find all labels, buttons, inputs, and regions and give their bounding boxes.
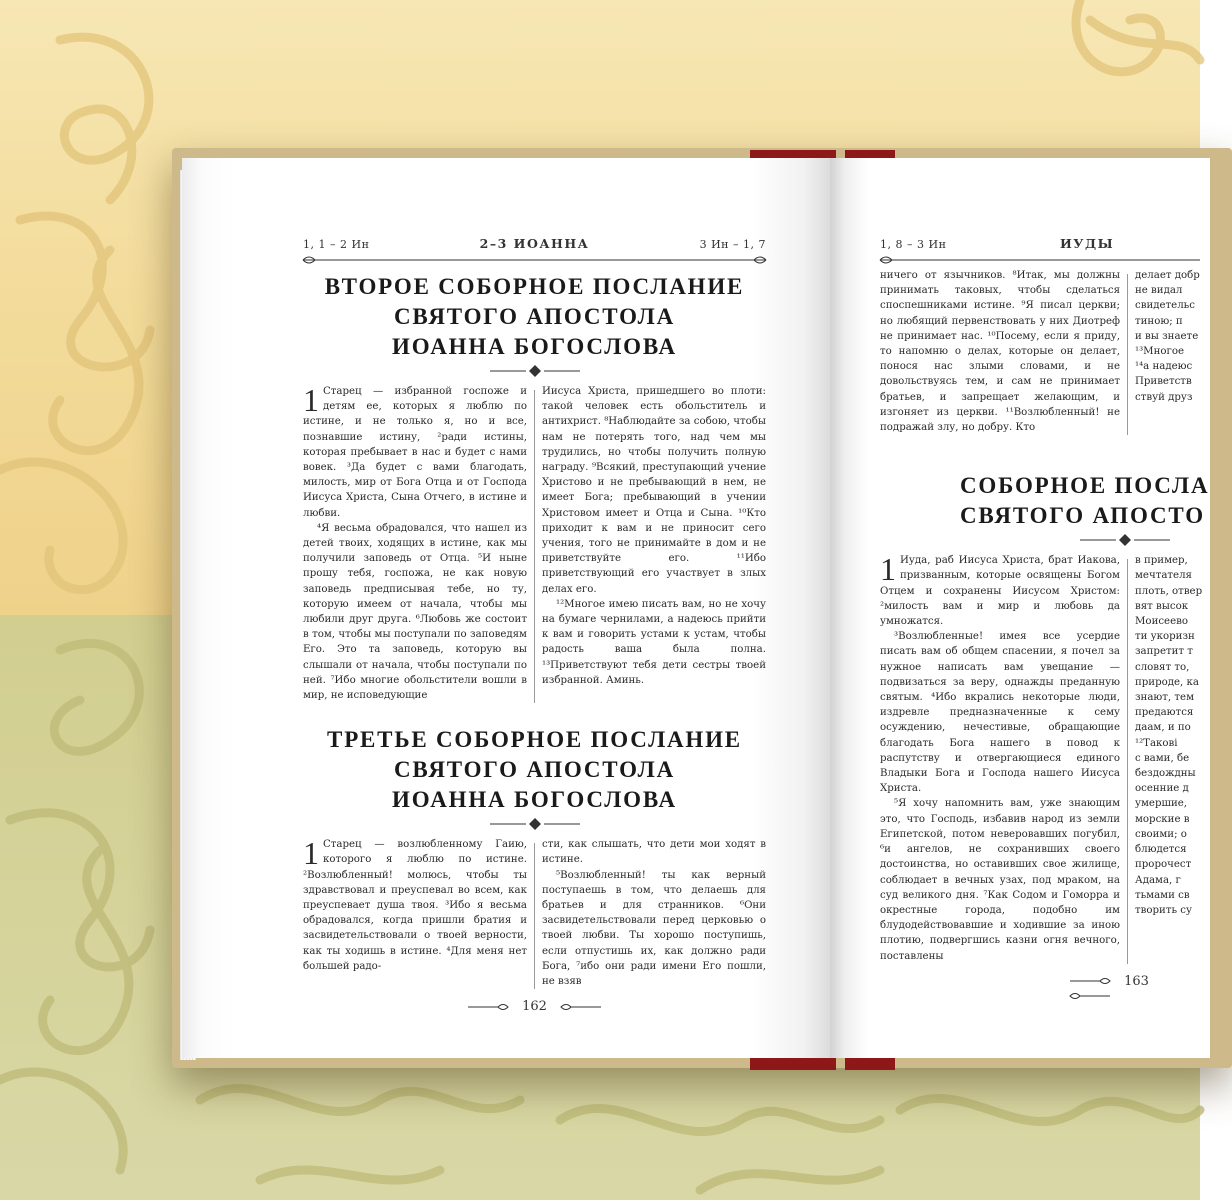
column-divider: [1120, 553, 1135, 963]
running-head-center: ИУДЫ: [1060, 236, 1115, 251]
text-column: [542, 384, 766, 703]
cut-line: ствуй друз: [1135, 391, 1193, 403]
title-line: СВЯТОГО АПОСТОЛА: [393, 304, 676, 329]
cut-line: ¹³Многое: [1135, 346, 1185, 358]
cut-line: тиною; п: [1135, 315, 1183, 327]
text-columns: [303, 384, 766, 703]
cut-line: природе, ка: [1135, 676, 1199, 688]
title-line: ИОАННА БОГОСЛОВА: [392, 787, 677, 813]
running-head: [303, 232, 766, 252]
title-line: СВЯТОГО АПОСТОЛА: [393, 757, 676, 783]
running-head-left: 1, 8 – 3 Ин: [880, 238, 947, 251]
cut-line: мечтателя: [1135, 570, 1192, 582]
title-line: ВТОРОЕ СОБОРНОЕ ПОСЛАНИЕ: [324, 274, 745, 299]
right-page-content: [880, 232, 1220, 1004]
cut-line: ¹²Такові: [1135, 737, 1178, 749]
page-number: [880, 974, 1200, 1004]
cut-line: в пример,: [1135, 555, 1188, 567]
cut-line: ти укоризн: [1135, 631, 1195, 643]
cut-line: тьмами св: [1135, 889, 1190, 901]
title-line: СВЯТОГО АПОСТО: [960, 503, 1205, 529]
cut-line: творить су: [1135, 904, 1192, 916]
cut-line: бездождны: [1135, 768, 1196, 780]
title-ornament: [490, 364, 580, 378]
cut-line: морские в: [1135, 813, 1190, 825]
verse-text: ничего от язычников. ⁸Итак, мы должны принимать таковых, чтобы сделаться споспешниками истине. ⁹Я писал церкви; но любящий первенствовать у них Диотреф не принимает нас. ¹⁰Посему, если я приду, то напомню о делах, которые он делает, понося нас злыми словами, и не довольствуясь тем, и сам не принимает братьев, и запрещает желающим, и изгоняет из церкви. ¹¹Возлюбленный! не подражай злу, но добру. Кто: [880, 270, 1120, 434]
verse-text: ⁵Возлюбленный! ты как верный поступаешь в том, что делаешь для братьев и для странников. ⁶Они засвидетельствовали перед церковью о твоей любви. Ты хорошо поступишь, если отпустишь их, как должно ради Бога, ⁷ибо они ради имени Его пошли, не взяв: [542, 869, 766, 988]
text-column-cut: [1135, 268, 1200, 435]
text-column: [303, 384, 527, 703]
header-rule: [303, 252, 766, 268]
verse-text: ⁴Я весьма обрадовался, что нашел из детей твоих, ходящих в истине, как мы получили заповедь от Отца. ⁵И ныне прошу тебя, госпожа, не как новую заповедь предписывая тебе, но ту, которую имеем от начала, чтобы мы любили друг друга. ⁶Любовь же состоит в том, чтобы мы поступали по заповедям Его. Это та заповедь, которую вы слышали от начала, чтобы поступали по ней. ⁷Ибо многие обольстители вошли в мир, не исповедующие: [303, 522, 527, 702]
folio-ornament-icon: [1070, 976, 1110, 986]
title-ornament: [490, 817, 580, 831]
text-columns: [880, 268, 1200, 435]
title-line: ТРЕТЬЕ СОБОРНОЕ ПОСЛАНИЕ: [327, 727, 742, 753]
title-line: СОБОРНОЕ ПОСЛА: [960, 473, 1210, 499]
running-head-right: 3 Ин – 1, 7: [699, 238, 766, 251]
cut-line: блюдется: [1135, 844, 1187, 856]
left-page-content: [303, 232, 766, 1014]
text-columns: [880, 551, 1203, 963]
drop-cap: 1: [303, 382, 319, 418]
cut-line: осенние д: [1135, 783, 1189, 795]
verse-text: сти, как слышать, что дети мои ходят в истине.: [542, 839, 766, 866]
cut-line: ¹⁴а надеюс: [1135, 361, 1193, 373]
column-divider: [1120, 268, 1135, 435]
column-divider: [527, 384, 542, 703]
text-column: [880, 553, 1120, 963]
verse-text: Старец — избранной госпоже и детям ее, которых я люблю по истине, и не только я, но и все, познавшие истину, ²ради истины, которая пребывает в нас и будет с нами вовек. ³Да будет с вами благодать, милость, мир от Бога Отца и от Господа Иисуса Христа, Сына Отчего, в истине и любви.: [303, 386, 527, 519]
epistle-title: [880, 471, 1220, 531]
cut-line: Моисеево: [1135, 616, 1188, 628]
title-line: ИОАННА БОГОСЛОВА: [392, 334, 677, 359]
verse-text: Старец — возлюбленному Гаию, которого я люблю по истине. ²Возлюбленный! молюсь, чтобы ты здравствовал и преуспевал во всем, как преуспевает душа твоя. ³Ибо я весьма обрадовался, когда пришли братия и засвидетельствовали о твоей верности, как ты ходишь в истине. ⁴Для меня нет большей радо-: [303, 839, 527, 972]
page-number: [303, 999, 766, 1014]
title-ornament: [1080, 533, 1170, 547]
verse-text: Иуда, раб Иисуса Христа, брат Иакова, призванным, которые освящены Богом Отцем и сохранены Иисусом Христом: ²милость вам и мир и любовь да умножатся.: [880, 555, 1120, 628]
verse-text: ⁵Я хочу напомнить вам, уже знающим это, что Господь, избавив народ из земли Египетской, потом неверовавших погубил, ⁶и ангелов, не сохранивших своего достоинства, но оставивших свое жилище, соблюдает в вечных узах, под мраком, на суд великого дня. ⁷Как Содом и Гоморра и окрестные города, подобно им блудодействовавшие и ходившие за иною плотию, подвергшись казни огня вечного, поставлены: [880, 798, 1120, 962]
page-number-text: 163: [1124, 973, 1149, 989]
cut-line: делает добр: [1135, 270, 1200, 281]
cut-line: запретит т: [1135, 646, 1193, 658]
cut-line: пророчест: [1135, 859, 1192, 871]
text-columns: [303, 837, 766, 989]
cut-line: знают, тем: [1135, 692, 1194, 704]
drop-cap: 1: [303, 835, 319, 872]
header-rule: [880, 252, 1200, 268]
epistle-title: [303, 272, 766, 362]
epistle-title: [303, 725, 766, 815]
folio-ornament-icon: [468, 1002, 508, 1012]
cut-line: вят высок: [1135, 600, 1189, 612]
verse-text: ¹²Многое имею писать вам, но не хочу на бумаге чернилами, а надеюсь прийти к вам и говорить устами к устам, чтобы радость ваша была полна. ¹³Приветствуют тебя дети сестры твоей избранной. Аминь.: [542, 598, 766, 686]
folio-ornament-icon: [1070, 991, 1110, 1001]
cut-line: свидетельс: [1135, 300, 1195, 312]
folio-ornament-icon: [561, 1002, 601, 1012]
column-divider: [527, 837, 542, 989]
cut-line: словят то,: [1135, 661, 1190, 673]
cut-line: своими; о: [1135, 828, 1187, 840]
running-head-left: 1, 1 – 2 Ин: [303, 238, 370, 251]
cut-line: Приветств: [1135, 376, 1192, 388]
text-column-cut: [1135, 553, 1203, 963]
text-column: [880, 268, 1120, 435]
cut-line: с вами, бе: [1135, 752, 1190, 764]
drop-cap: 1: [880, 551, 896, 588]
text-column: [542, 837, 766, 989]
cut-line: не видал: [1135, 285, 1183, 297]
cut-line: плоть, отвер: [1135, 585, 1203, 597]
cut-line: Адама, г: [1135, 874, 1181, 886]
running-head: [880, 232, 1200, 252]
cut-line: умершие,: [1135, 798, 1187, 810]
verse-text: Иисуса Христа, пришедшего во плоти: такой человек есть обольститель и антихрист. ⁸Наблюдайте за собою, чтобы нам не потерять того, над чем мы трудились, но чтобы получить полную награду. ⁹Всякий, преступающий учение Христово и не пребывающий в нем, не имеет Бога; пребывающий в учении Христовом имеет и Отца и Сына. ¹⁰Кто приходит к вам и не приносит сего учения, того не принимайте в дом и не приветствуйте его. ¹¹Ибо приветствующий его участвует в злых делах его.: [542, 386, 766, 595]
cut-line: предаются: [1135, 707, 1194, 719]
cut-line: и вы знаете: [1135, 330, 1199, 342]
page-number-text: 162: [522, 999, 547, 1015]
running-head-center: 2–3 ИОАННА: [479, 236, 590, 251]
text-column: [303, 837, 527, 989]
verse-text: ³Возлюбленные! имея все усердие писать вам об общем спасении, я почел за нужное написать вам увещание — подвизаться за веру, однажды преданную святым. ⁴Ибо вкрались некоторые люди, издревле предназначенные к сему осуждению, нечестивые, обращающие благодать Бога нашего в повод к распутству и отвергающиеся единого Владыки Бога и Господа нашего Иисуса Христа.: [880, 631, 1120, 795]
cut-line: даам, и по: [1135, 722, 1191, 734]
